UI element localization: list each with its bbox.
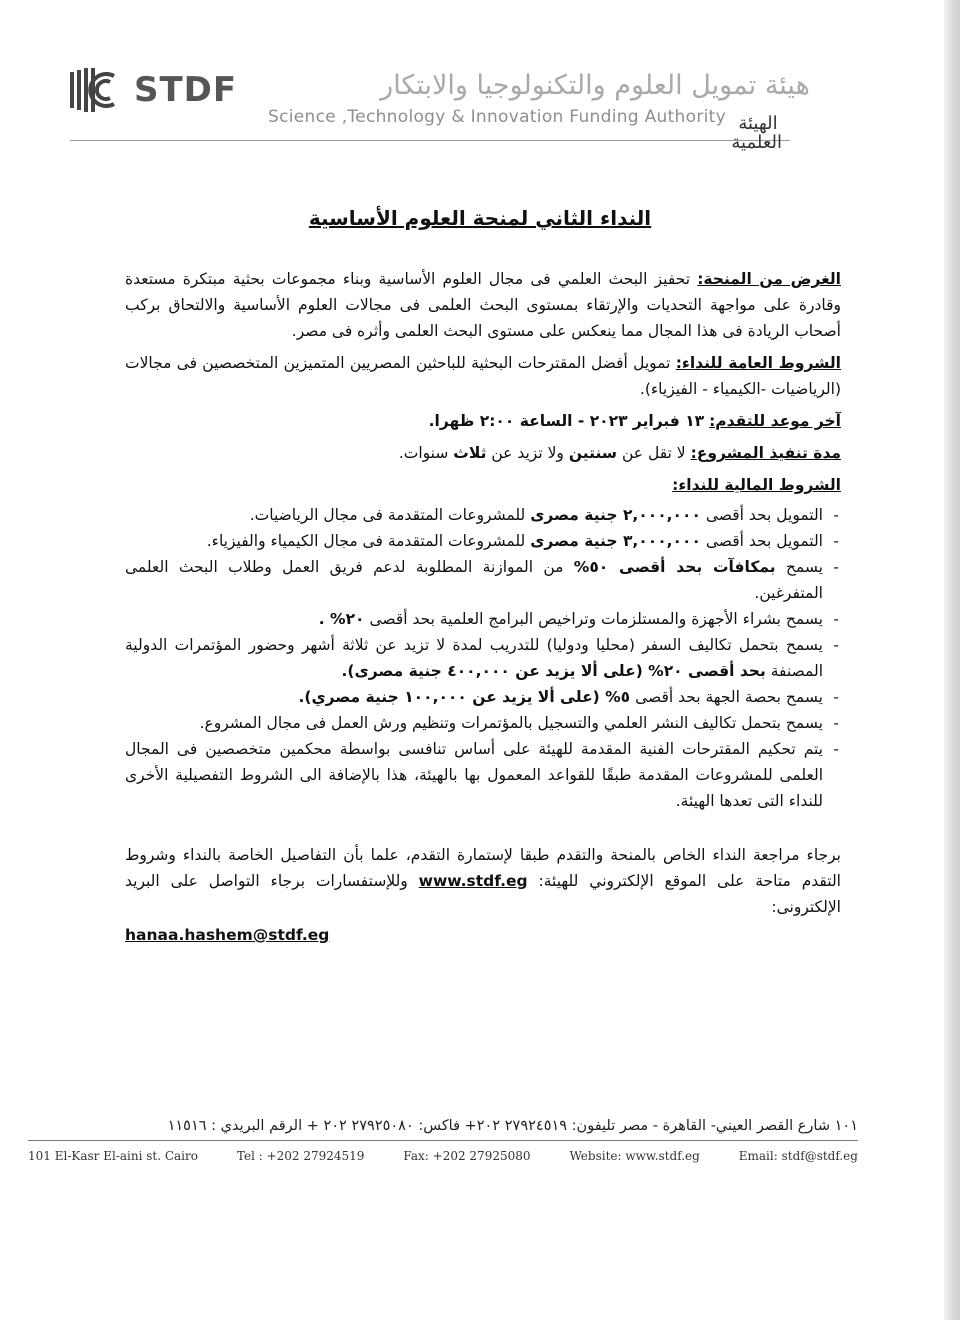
general-conditions-paragraph — [125, 350, 841, 402]
item-text: يتم تحكيم المقترحات الفنية المقدمة للهيئة على أساس تنافسى بواسطة محكمين متخصصين فى المجال العلمى للمشروعات المقدمة طبقًا للقواعد المعمول بها بالهيئة، هذا بالإضافة الى الشروط التفصيلية الأخرى للنداء التى تعدها الهيئة. — [125, 740, 823, 810]
item-amount: ٢٠% . — [318, 610, 365, 628]
general-conditions-label: الشروط العامة للنداء: — [675, 354, 841, 372]
duration-paragraph — [125, 440, 841, 466]
item-text: يسمح بشراء الأجهزة والمستلزمات وتراخيص البرامج العلمية بحد أقصى — [369, 610, 823, 628]
footer-website[interactable]: Website: www.stdf.eg — [569, 1149, 700, 1163]
list-item — [125, 710, 839, 736]
list-item — [125, 736, 839, 814]
financial-conditions-heading — [125, 472, 841, 498]
list-item — [125, 684, 839, 710]
bullet-dash: - — [833, 610, 839, 628]
duration-text: لا تقل عن — [621, 444, 686, 462]
item-text: يسمح — [785, 558, 823, 576]
english-authority-name: Science ,Technology & Innovation Funding Authority — [268, 107, 726, 127]
deadline-text: ١٣ فبراير ٢٠٢٣ - الساعة ٢:٠٠ ظهرا. — [428, 412, 705, 430]
closing-paragraph — [125, 842, 841, 948]
footer-address: 101 El-Kasr El-aini st. Cairo — [28, 1149, 198, 1163]
website-link[interactable]: www.stdf.eg — [418, 872, 528, 890]
letterhead — [70, 62, 810, 162]
purpose-paragraph — [125, 266, 841, 344]
letterhead-footer — [28, 1118, 858, 1163]
stdf-logo — [70, 66, 237, 114]
duration-text: ولا تزيد عن — [491, 444, 564, 462]
item-text: يسمح بحصة الجهة بحد أقصى — [635, 688, 823, 706]
item-amount: ٢,٠٠٠,٠٠٠ جنية مصرى — [530, 506, 701, 524]
bullet-dash: - — [833, 532, 839, 550]
bullet-dash: - — [833, 558, 839, 576]
document-body — [125, 266, 841, 954]
bullet-dash: - — [833, 688, 839, 706]
bullet-dash: - — [833, 506, 839, 524]
item-text: للمشروعات المتقدمة فى مجال الرياضيات. — [249, 506, 526, 524]
purpose-text: تحفيز البحث العلمي فى مجال العلوم الأساسية وبناء مجموعات بحثية مبتكرة مستعدة وقادرة على مواجهة التحديات والإرتقاء بمستوى البحث العلمى فى مجالات العلوم الأساسية والالتحاق بركب أصحاب الريادة فى هذا المجال مما ينعكس على مستوى البحث العلمى وأثره فى مصر. — [125, 270, 841, 340]
duration-text: سنوات. — [398, 444, 449, 462]
footer-tel: Tel : +202 27924519 — [236, 1149, 365, 1163]
list-item — [125, 606, 839, 632]
list-item — [125, 502, 839, 528]
stdf-logo-icon — [70, 66, 126, 114]
list-item — [125, 528, 839, 554]
contact-email-link[interactable]: hanaa.hashem@stdf.eg — [125, 926, 330, 944]
financial-conditions-list — [125, 502, 841, 814]
bullet-dash: - — [833, 636, 839, 654]
item-text: من الموازنة المطلوبة لدعم فريق العمل وطلاب البحث العلمى المتفرغين. — [125, 558, 823, 602]
closing-text: برجاء مراجعة النداء الخاص بالمنحة والتقدم طبقا لإستمارة التقدم، علما بأن التفاصيل الخاصة بالنداء وشروط التقدم متاحة على الموقع الإلكتروني للهيئة: — [125, 846, 841, 890]
item-text: يسمح بتحمل تكاليف السفر (محليا ودوليا) للتدريب لمدة لا تزيد عن ثلاثة أشهر وحضور المؤتمرات الدولية المصنفة — [125, 636, 823, 680]
deadline-label: آخر موعد للتقدم: — [709, 412, 841, 430]
document-title: النداء الثاني لمنحة العلوم الأساسية — [308, 206, 652, 230]
header-divider — [70, 140, 790, 141]
closing-text: وللإستفسارات برجاء التواصل على البريد الإلكترونى: — [125, 872, 841, 916]
item-text: التمويل بحد أقصى — [705, 506, 823, 524]
duration-min: سنتين — [568, 444, 618, 462]
duration-label: مدة تنفيذ المشروع: — [690, 444, 841, 462]
list-item — [125, 632, 839, 684]
footer-email[interactable]: Email: stdf@stdf.eg — [738, 1149, 858, 1163]
duration-max: ثلاث — [453, 444, 487, 462]
item-amount: ٣,٠٠٠,٠٠٠ جنية مصرى — [530, 532, 701, 550]
general-conditions-text: تمويل أفضل المقترحات البحثية للباحثين المصريين المتميزين المتخصصين فى مجالات (الرياضيات -الكيمياء - الفيزياء). — [125, 354, 841, 398]
logo-text: STDF — [134, 70, 238, 110]
item-text: للمشروعات المتقدمة فى مجال الكيمياء والفيزياء. — [206, 532, 526, 550]
footer-divider — [28, 1140, 858, 1141]
scan-shadow-edge — [944, 0, 960, 1320]
arabic-authority-name: هيئة تمويل العلوم والتكنولوجيا والابتكار — [380, 70, 810, 101]
item-amount: بحد أقصى ٢٠% (على ألا يزيد عن ٤٠٠,٠٠٠ جنية مصرى). — [341, 662, 766, 680]
seal-stamp: الهيئة العلمية — [731, 113, 782, 153]
deadline-paragraph — [125, 408, 841, 434]
item-text: التمويل بحد أقصى — [705, 532, 823, 550]
bullet-dash: - — [833, 714, 839, 732]
list-item — [125, 554, 839, 606]
footer-english-contact — [28, 1149, 858, 1163]
financial-conditions-label: الشروط المالية للنداء: — [672, 476, 841, 494]
footer-arabic-contact: ١٠١ شارع القصر العيني- القاهرة - مصر تليفون: ٢٧٩٢٤٥١٩ ٢٠٢+ فاكس: ٢٧٩٢٥٠٨٠ ٢٠٢ + الرقم البريدي : ١١٥١٦ — [167, 1118, 858, 1134]
item-amount: ٥% (على ألا يزيد عن ١٠٠,٠٠٠ جنية مصري). — [298, 688, 631, 706]
item-text: يسمح بتحمل تكاليف النشر العلمي والتسجيل بالمؤتمرات وتنظيم ورش العمل فى مجال المشروع. — [199, 714, 823, 732]
purpose-label: الغرض من المنحة: — [697, 270, 841, 288]
footer-fax: Fax: +202 27925080 — [403, 1149, 531, 1163]
item-amount: بمكافآت بحد أقصى ٥٠% — [573, 558, 776, 576]
bullet-dash: - — [833, 740, 839, 758]
